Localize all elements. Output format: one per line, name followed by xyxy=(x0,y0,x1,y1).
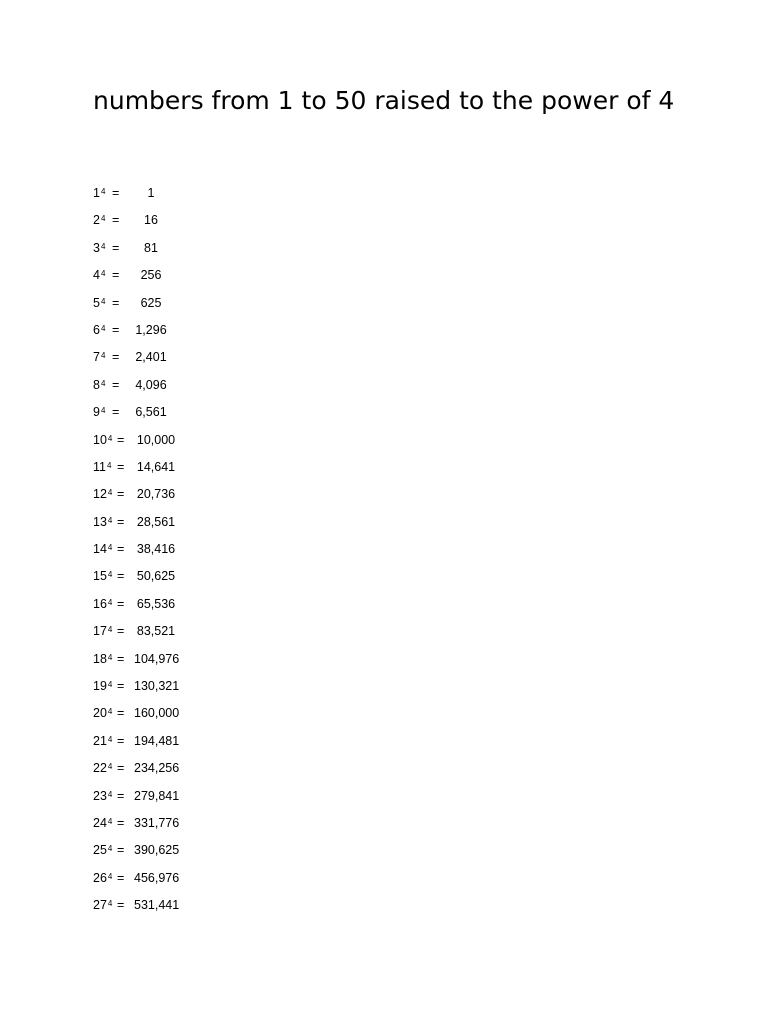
row-equals: = xyxy=(112,268,120,283)
row-exponent: 4 xyxy=(100,351,106,361)
row-base: 1 xyxy=(93,186,100,200)
row-equals: = xyxy=(117,596,125,611)
row-base: 18 xyxy=(93,651,107,666)
row-equals: = xyxy=(112,213,120,228)
row-value: 6,561 xyxy=(135,405,167,420)
row-value: 16 xyxy=(144,213,158,228)
power-row xyxy=(93,264,393,291)
row-base: 23 xyxy=(93,788,107,803)
row-exponent: 4 xyxy=(100,269,106,279)
row-value: 50,625 xyxy=(136,569,176,584)
power-row xyxy=(93,429,393,456)
row-equals: = xyxy=(117,733,125,748)
power-row xyxy=(93,565,393,592)
row-value: 104,976 xyxy=(134,651,180,666)
row-exponent: 4 xyxy=(107,597,113,607)
row-base: 11 xyxy=(93,459,106,474)
row-value: 390,625 xyxy=(134,843,180,858)
row-base: 25 xyxy=(93,843,107,858)
row-base: 22 xyxy=(93,761,107,776)
row-equals: = xyxy=(117,432,125,447)
row-base: 20 xyxy=(93,706,107,721)
power-row xyxy=(93,456,393,483)
power-row xyxy=(93,785,393,812)
row-base: 27 xyxy=(93,898,107,913)
row-value: 10,000 xyxy=(136,432,176,447)
power-row xyxy=(93,702,393,729)
row-value: 279,841 xyxy=(134,788,180,803)
power-row xyxy=(93,894,393,921)
row-exponent: 4 xyxy=(100,187,106,196)
power-row xyxy=(93,538,393,565)
row-value: 194,481 xyxy=(134,733,180,748)
power-row xyxy=(93,237,393,264)
row-exponent: 4 xyxy=(107,570,113,580)
row-value: 65,536 xyxy=(136,596,176,611)
row-value: 1,296 xyxy=(135,322,167,337)
power-row xyxy=(93,182,393,209)
row-base: 15 xyxy=(93,569,107,584)
row-value: 4,096 xyxy=(135,377,167,392)
row-base: 17 xyxy=(93,624,107,639)
row-exponent: 4 xyxy=(107,625,113,635)
row-equals: = xyxy=(117,569,125,584)
row-value: 531,441 xyxy=(134,898,180,913)
row-base: 7 xyxy=(93,350,100,365)
row-exponent: 4 xyxy=(107,789,113,799)
row-equals: = xyxy=(117,651,125,666)
power-row xyxy=(93,620,393,647)
row-exponent: 4 xyxy=(107,680,113,690)
row-value: 2,401 xyxy=(135,350,167,365)
row-exponent: 4 xyxy=(107,707,113,717)
row-base: 12 xyxy=(93,487,107,502)
row-exponent: 4 xyxy=(107,652,113,662)
row-base: 24 xyxy=(93,815,107,830)
row-equals: = xyxy=(117,459,125,474)
power-row xyxy=(93,839,393,866)
row-exponent: 4 xyxy=(107,816,113,826)
row-value: 81 xyxy=(144,240,158,255)
row-base: 2 xyxy=(93,213,100,228)
row-equals: = xyxy=(117,624,125,639)
row-value: 234,256 xyxy=(134,761,180,776)
row-exponent: 4 xyxy=(107,433,113,443)
row-exponent: 4 xyxy=(100,406,106,416)
row-value: 456,976 xyxy=(134,870,180,885)
row-equals: = xyxy=(117,843,125,858)
row-exponent: 4 xyxy=(107,762,113,772)
row-equals: = xyxy=(112,186,120,200)
row-equals: = xyxy=(117,679,125,694)
powers-list xyxy=(93,182,393,922)
row-exponent: 4 xyxy=(107,488,113,498)
row-equals: = xyxy=(112,240,120,255)
row-equals: = xyxy=(117,788,125,803)
row-equals: = xyxy=(112,405,120,420)
row-equals: = xyxy=(112,377,120,392)
row-value: 160,000 xyxy=(134,706,180,721)
row-value: 625 xyxy=(140,295,162,310)
power-row xyxy=(93,812,393,839)
row-exponent: 4 xyxy=(107,734,113,744)
row-exponent: 4 xyxy=(107,543,113,553)
row-equals: = xyxy=(117,487,125,502)
row-base: 3 xyxy=(93,240,100,255)
row-equals: = xyxy=(117,898,125,913)
row-base: 6 xyxy=(93,322,100,337)
row-exponent: 4 xyxy=(107,515,113,525)
row-exponent: 4 xyxy=(107,871,113,881)
power-row xyxy=(93,401,393,428)
power-row xyxy=(93,648,393,675)
row-value: 83,521 xyxy=(136,624,176,639)
row-exponent: 4 xyxy=(100,323,106,333)
row-base: 9 xyxy=(93,405,100,420)
row-equals: = xyxy=(117,514,125,529)
row-equals: = xyxy=(117,815,125,830)
power-row xyxy=(93,757,393,784)
row-equals: = xyxy=(112,350,120,365)
row-equals: = xyxy=(112,322,120,337)
power-row xyxy=(93,867,393,894)
row-base: 26 xyxy=(93,870,107,885)
power-row xyxy=(93,374,393,401)
power-row xyxy=(93,483,393,510)
row-base: 8 xyxy=(93,377,100,392)
row-equals: = xyxy=(117,761,125,776)
row-base: 21 xyxy=(93,733,107,748)
row-value: 28,561 xyxy=(136,514,176,529)
row-value: 1 xyxy=(147,186,155,200)
page-title: numbers from 1 to 50 raised to the power of 4 xyxy=(93,86,675,115)
power-row xyxy=(93,675,393,702)
row-value: 331,776 xyxy=(134,815,180,830)
row-exponent: 4 xyxy=(100,296,106,306)
power-row xyxy=(93,346,393,373)
row-base: 16 xyxy=(93,596,107,611)
row-exponent: 4 xyxy=(100,241,106,251)
row-exponent: 4 xyxy=(107,844,113,854)
row-value: 14,641 xyxy=(136,459,176,474)
row-value: 20,736 xyxy=(136,487,176,502)
power-row xyxy=(93,593,393,620)
row-exponent: 4 xyxy=(106,460,112,470)
row-equals: = xyxy=(117,870,125,885)
row-equals: = xyxy=(117,542,125,557)
row-exponent: 4 xyxy=(100,378,106,388)
row-value: 130,321 xyxy=(134,679,180,694)
row-base: 13 xyxy=(93,514,107,529)
row-value: 256 xyxy=(140,268,162,283)
power-row xyxy=(93,292,393,319)
row-base: 4 xyxy=(93,268,100,283)
row-exponent: 4 xyxy=(107,899,113,909)
row-value: 38,416 xyxy=(136,542,176,557)
power-row xyxy=(93,319,393,346)
row-base: 10 xyxy=(93,432,107,447)
row-base: 14 xyxy=(93,542,107,557)
row-base: 19 xyxy=(93,679,107,694)
row-base: 5 xyxy=(93,295,100,310)
row-equals: = xyxy=(117,706,125,721)
row-exponent: 4 xyxy=(100,214,106,224)
power-row xyxy=(93,209,393,236)
power-row xyxy=(93,730,393,757)
power-row xyxy=(93,511,393,538)
row-equals: = xyxy=(112,295,120,310)
